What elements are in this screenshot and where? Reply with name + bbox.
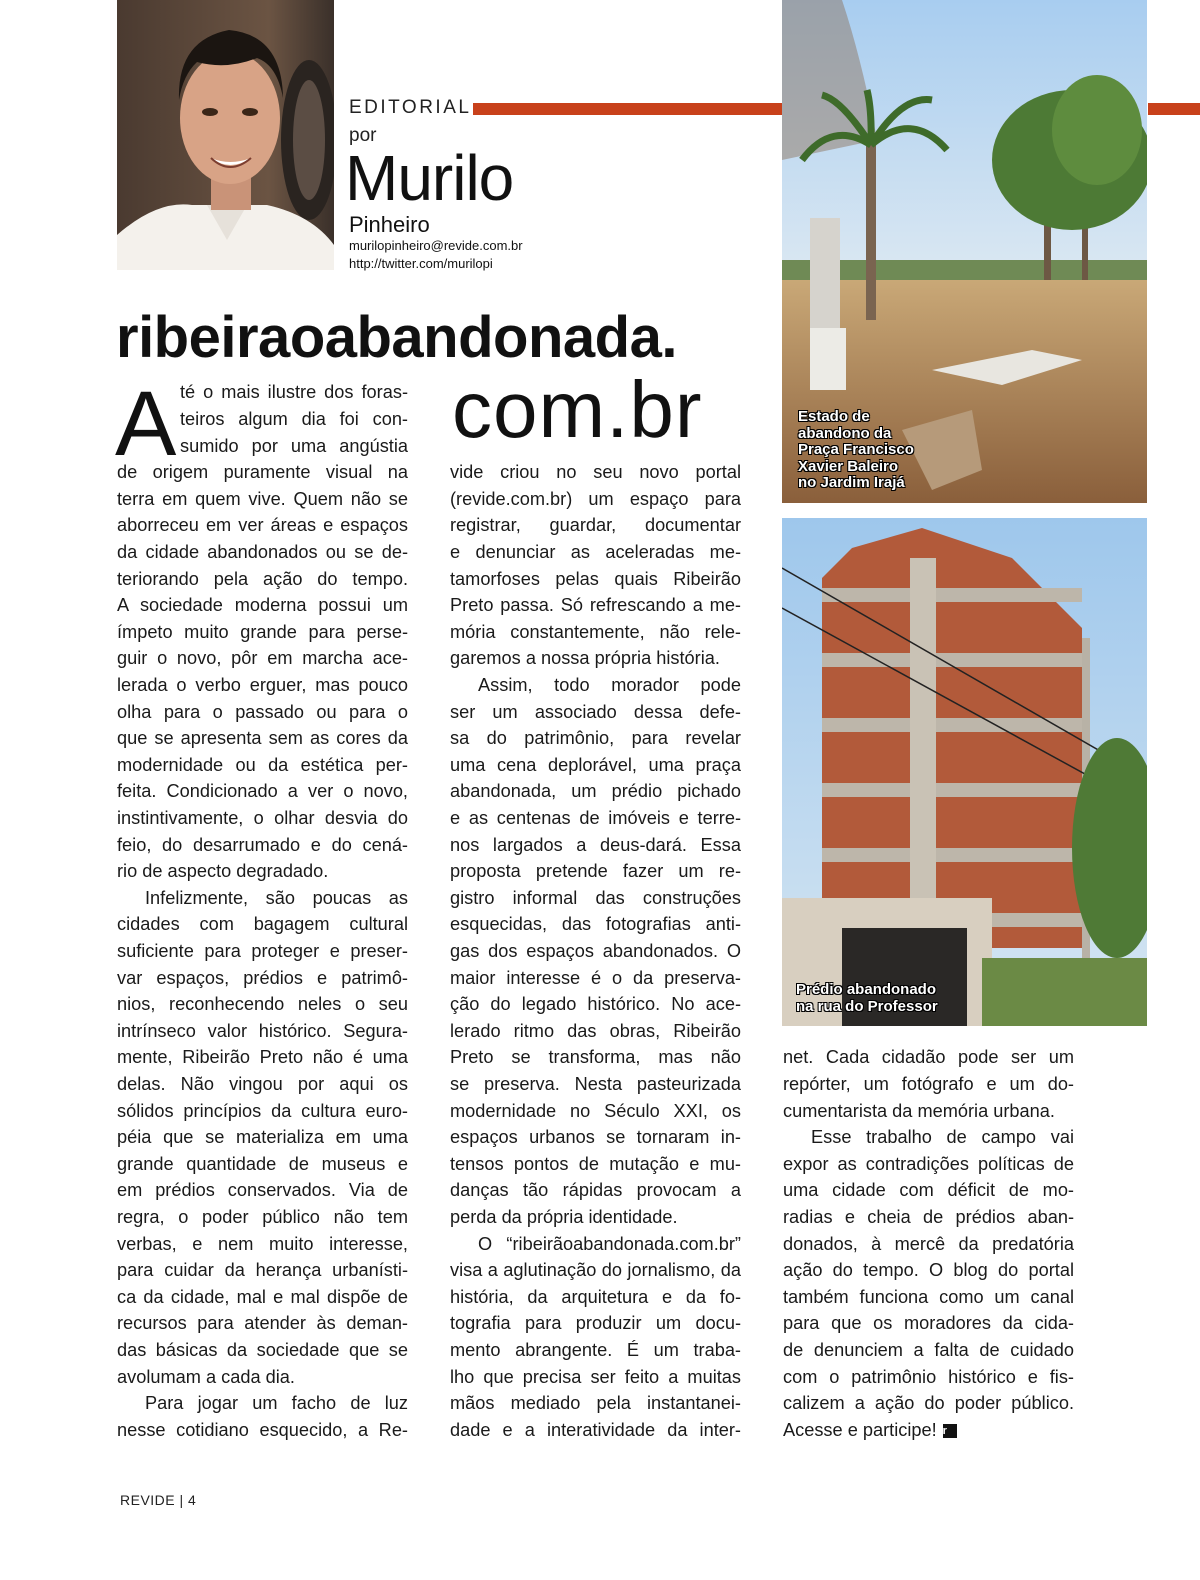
body-line: e as centenas de imóveis e terre- bbox=[450, 808, 741, 828]
body-line: nos largados a deus-dará. Essa bbox=[450, 835, 741, 855]
body-line: donados, à mercê da predatória bbox=[783, 1234, 1074, 1254]
body-line: guir o novo, pôr em marcha ace- bbox=[117, 648, 408, 668]
body-line: danças tão rápidas provocam a bbox=[450, 1180, 741, 1200]
body-line: teiros algum dia foi con- bbox=[180, 409, 408, 429]
headline-line-1: ribeiraoabandonada. bbox=[116, 305, 677, 370]
body-line: proposta pretende fazer um re- bbox=[450, 861, 741, 881]
author-twitter[interactable]: http://twitter.com/murilopi bbox=[349, 256, 493, 271]
body-line: ação do tempo. O blog do portal bbox=[783, 1260, 1074, 1280]
body-line: uma cidade com déficit de mo- bbox=[783, 1180, 1074, 1200]
body-line: Assim, todo morador pode bbox=[478, 675, 741, 695]
caption-line: abandono da bbox=[798, 424, 892, 442]
body-line: visa a aglutinação do jornalismo, da bbox=[450, 1260, 741, 1280]
body-line: var espaços, prédios e patrimô- bbox=[117, 968, 408, 988]
section-label: EDITORIAL bbox=[349, 97, 472, 118]
body-line: instintivamente, o olhar desvia do bbox=[117, 808, 408, 828]
body-line: delas. Não vingou por aqui os bbox=[117, 1074, 408, 1094]
body-line: com o patrimônio histórico e fis- bbox=[783, 1367, 1074, 1387]
page-number: 4 bbox=[188, 1492, 197, 1508]
body-line: Preto passa. Só refrescando a me- bbox=[450, 595, 741, 615]
body-line: repórter, um fotógrafo e um do- bbox=[783, 1074, 1074, 1094]
accent-rule bbox=[473, 103, 783, 115]
body-line: avolumam a cada dia. bbox=[117, 1367, 295, 1387]
building-photo-caption bbox=[796, 982, 938, 1015]
body-line: também funciona como um canal bbox=[783, 1287, 1074, 1307]
body-line: nios, reconhecendo neles o seu bbox=[117, 994, 408, 1014]
body-line: intrínseco valor histórico. Segura- bbox=[117, 1021, 408, 1041]
body-line: olha para o passado ou para o bbox=[117, 702, 408, 722]
body-line: gistro informal das construções bbox=[450, 888, 741, 908]
body-line: grande quantidade de museus e bbox=[117, 1154, 408, 1174]
body-line: ca da cidade, mal e mal dispõe de bbox=[117, 1287, 408, 1307]
body-line: sumido por uma angústia bbox=[180, 436, 408, 456]
body-line: regra, o poder público não tem bbox=[117, 1207, 408, 1227]
body-line: tografia para produzir um docu- bbox=[450, 1313, 741, 1333]
body-line: A sociedade moderna possui um bbox=[117, 595, 408, 615]
footer-separator: | bbox=[179, 1492, 184, 1508]
body-line: aborreceu em ver áreas e espaços bbox=[117, 515, 408, 535]
body-line: terra em quem vive. Quem não se bbox=[117, 489, 408, 509]
body-line: perda da própria identidade. bbox=[450, 1207, 678, 1227]
body-line: ímpeto muito grande para perse- bbox=[117, 622, 408, 642]
body-line: cidades com bagagem cultural bbox=[117, 914, 408, 934]
author-photo bbox=[117, 0, 334, 270]
body-line: maior interesse é o da preserva- bbox=[450, 968, 741, 988]
author-last-name: Pinheiro bbox=[349, 212, 430, 237]
caption-line: Praça Francisco bbox=[798, 441, 914, 458]
body-line: expor as contradições políticas de bbox=[783, 1154, 1074, 1174]
body-line: lho que precisa ser feito a muitas bbox=[450, 1367, 741, 1387]
body-line: suficiente para proteger e preser- bbox=[117, 941, 408, 961]
body-line: recursos para atender às deman- bbox=[117, 1313, 408, 1333]
caption-line: Xavier Baleiro bbox=[798, 457, 899, 475]
body-line: gas dos espaços abandonados. O bbox=[450, 941, 741, 961]
body-line: para cuidar da herança urbanísti- bbox=[117, 1260, 408, 1280]
body-line: esquecidas, das fotografias anti- bbox=[450, 914, 741, 934]
body-line: ção do legado histórico. No ace- bbox=[450, 994, 741, 1014]
caption-line: Prédio abandonado bbox=[796, 981, 937, 998]
drop-cap: A bbox=[115, 373, 177, 475]
caption-line: na rua do Professor bbox=[796, 997, 938, 1015]
body-line: cumentarista da memória urbana. bbox=[783, 1101, 1055, 1121]
body-line: uma cena deplorável, uma praça bbox=[450, 755, 741, 775]
body-line: modernidade no Século XXI, os bbox=[450, 1101, 741, 1121]
body-line: verbas, e nem muito interesse, bbox=[117, 1234, 408, 1254]
body-line: para que os moradores da cida- bbox=[783, 1313, 1074, 1333]
body-line: lerada o verbo erguer, mas pouco bbox=[117, 675, 408, 695]
body-line: net. Cada cidadão pode ser um bbox=[783, 1047, 1074, 1067]
body-line: ser um associado dessa defe- bbox=[450, 702, 741, 722]
body-line: garemos a nossa própria história. bbox=[450, 648, 720, 668]
body-line: vide criou no seu novo portal bbox=[450, 462, 741, 482]
body-line: Infelizmente, são poucas as bbox=[145, 888, 408, 908]
body-line: e denunciar as aceleradas me- bbox=[450, 542, 741, 562]
body-line: O “ribeirãoabandonada.com.br” bbox=[478, 1234, 741, 1254]
end-mark-icon: r bbox=[943, 1424, 957, 1438]
body-line: sa do patrimônio, para revelar bbox=[450, 728, 741, 748]
body-line: (revide.com.br) um espaço para bbox=[450, 489, 741, 509]
body-line: de denunciem a falta de cuidado bbox=[783, 1340, 1074, 1360]
byline-prefix: por bbox=[349, 125, 377, 146]
body-line: Esse trabalho de campo vai bbox=[811, 1127, 1074, 1147]
body-line: Preto se transforma, mas não bbox=[450, 1047, 741, 1067]
body-line: dade e a interatividade da inter- bbox=[450, 1420, 741, 1440]
body-line: das básicas da sociedade que se bbox=[117, 1340, 408, 1360]
body-line: de origem puramente visual na bbox=[117, 462, 408, 482]
body-line: da cidade abandonados ou se de- bbox=[117, 542, 408, 562]
headline-line-2: com.br bbox=[452, 365, 703, 454]
body-line: té o mais ilustre dos foras- bbox=[180, 382, 408, 402]
body-line: história, da arquitetura e da fo- bbox=[450, 1287, 741, 1307]
body-line: espaços urbanos se tornaram in- bbox=[450, 1127, 741, 1147]
body-line: feio, do desarrumado e do cená- bbox=[117, 835, 408, 855]
body-line: registrar, guardar, documentar bbox=[450, 515, 741, 535]
body-line: radias e cheia de prédios aban- bbox=[783, 1207, 1074, 1227]
body-line-final bbox=[783, 1417, 1074, 1444]
author-email[interactable]: murilopinheiro@revide.com.br bbox=[349, 238, 523, 253]
body-line: mente, Ribeirão Preto não é uma bbox=[117, 1047, 408, 1067]
body-line: mento abrangente. É um traba- bbox=[450, 1340, 741, 1360]
body-line: sólidos princípios da cultura euro- bbox=[117, 1101, 408, 1121]
square-photo-caption bbox=[798, 409, 914, 492]
page-footer bbox=[120, 1492, 196, 1508]
body-line: que se apresenta sem as cores da bbox=[117, 728, 408, 748]
body-line: mãos mediado pela instantanei- bbox=[450, 1393, 741, 1413]
body-line: péia que se materializa em uma bbox=[117, 1127, 408, 1147]
body-line: feita. Condicionado a ver o novo, bbox=[117, 781, 408, 801]
magazine-name: REVIDE bbox=[120, 1492, 176, 1508]
body-line: mória constantemente, não rele- bbox=[450, 622, 741, 642]
body-line-text: Acesse e participe! bbox=[783, 1420, 937, 1440]
body-line: tamorfoses pelas quais Ribeirão bbox=[450, 569, 741, 589]
body-line: lerado ritmo das obras, Ribeirão bbox=[450, 1021, 741, 1041]
body-line: em prédios conservados. Via de bbox=[117, 1180, 408, 1200]
caption-line: Estado de bbox=[798, 408, 870, 425]
body-line: calizem a ação do poder público. bbox=[783, 1393, 1074, 1413]
body-line: se preserva. Nesta pasteurizada bbox=[450, 1074, 741, 1094]
caption-line: no Jardim Irajá bbox=[798, 474, 905, 491]
body-line: abandonada, um prédio pichado bbox=[450, 781, 741, 801]
author-first-name: Murilo bbox=[345, 142, 514, 214]
accent-rule-right bbox=[1148, 103, 1200, 115]
body-line: modernidade ou da estética per- bbox=[117, 755, 408, 775]
body-line: teriorando pela ação do tempo. bbox=[117, 569, 408, 589]
body-line: Para jogar um facho de luz bbox=[145, 1393, 408, 1413]
body-line: nesse cotidiano esquecido, a Re- bbox=[117, 1420, 408, 1440]
body-line: rio de aspecto degradado. bbox=[117, 861, 329, 881]
body-line: tensos pontos de mutação e mu- bbox=[450, 1154, 741, 1174]
building-photo bbox=[782, 518, 1147, 1026]
